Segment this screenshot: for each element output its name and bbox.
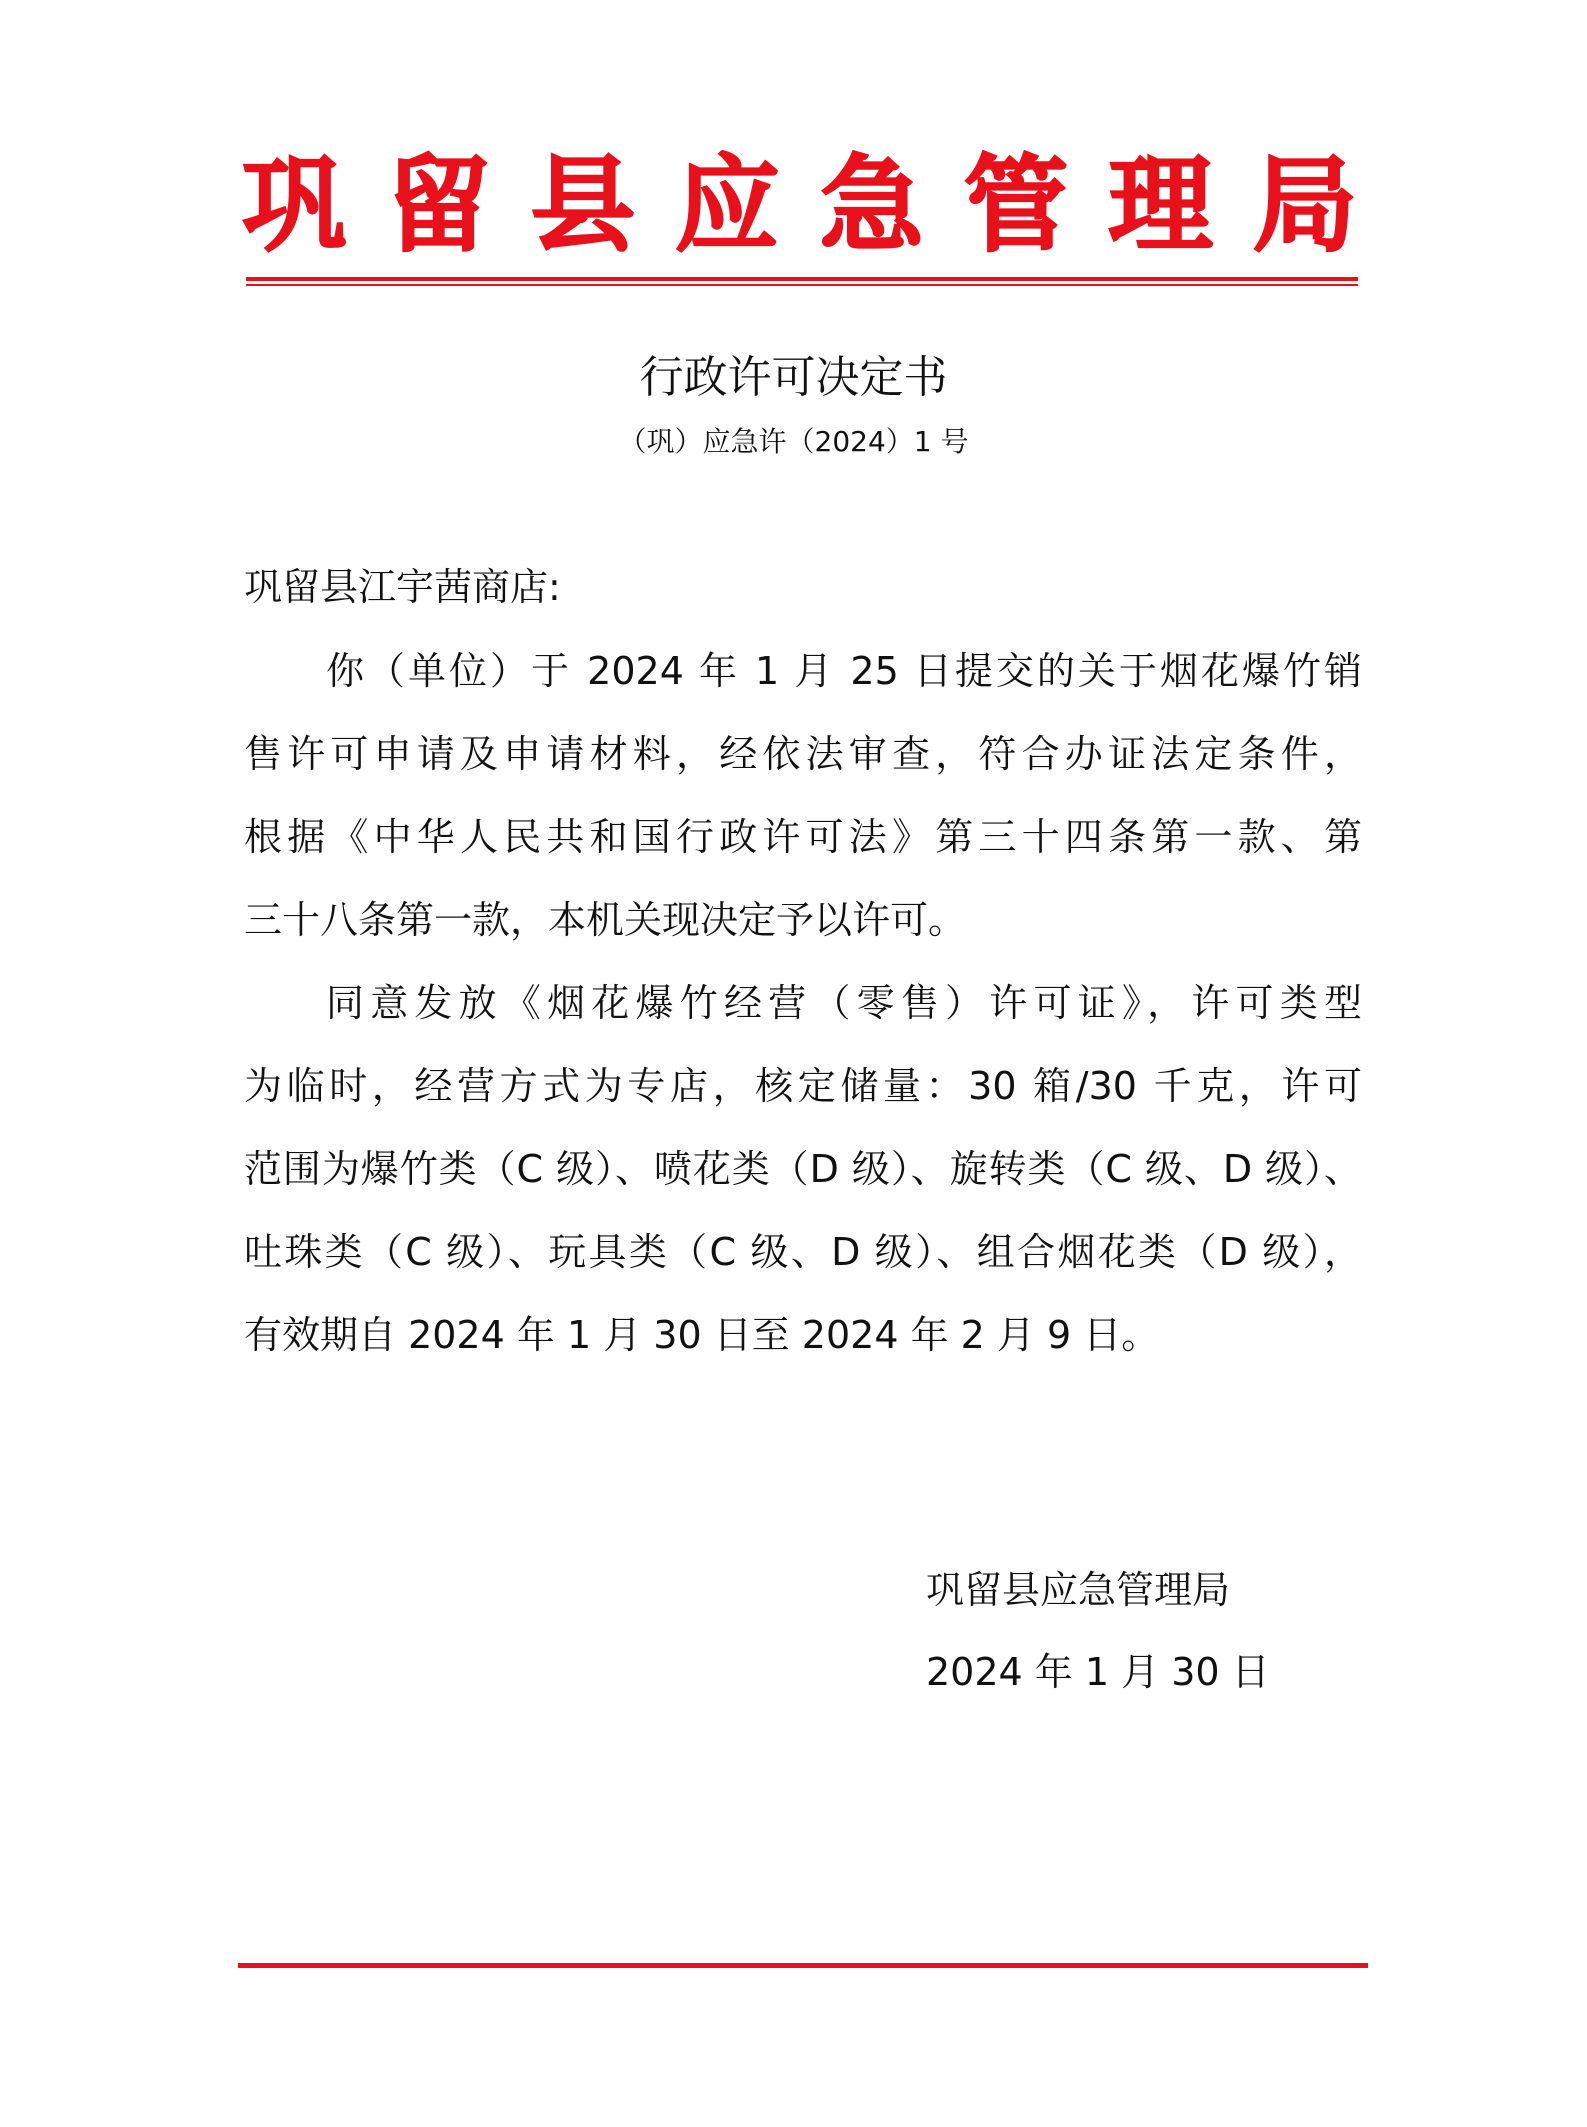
paragraph-license-details: [244, 962, 1362, 1377]
signature-organization: 巩留县应急管理局: [926, 1568, 1231, 1612]
addressee: 巩留县江宇茜商店:: [244, 565, 561, 609]
header-char: 留: [386, 143, 491, 266]
paragraph-line: 有效期自 2024 年 1 月 30 日至 2024 年 2 月 9 日。: [244, 1313, 1160, 1357]
paragraph-line: 吐珠类（C 级）、玩具类（C 级、D 级）、组合烟花类（D 级），: [244, 1230, 1362, 1274]
header-char: 应: [675, 143, 780, 266]
header-char: 急: [819, 143, 924, 266]
paragraph-line: 售许可申请及申请材料，经依法审查，符合办证法定条件，: [244, 732, 1362, 776]
issuing-authority-header: [242, 143, 1357, 266]
header-char: 局: [1252, 143, 1357, 266]
header-char: 管: [964, 143, 1069, 266]
paragraph-line: 为临时，经营方式为专店，核定储量：30 箱/30 千克，许可: [244, 1064, 1362, 1108]
header-char: 县: [530, 143, 635, 266]
paragraph-line: 同意发放《烟花爆竹经营（零售）许可证》，许可类型: [326, 981, 1362, 1025]
paragraph-line: 根据《中华人民共和国行政许可法》第三十四条第一款、第: [244, 815, 1362, 859]
header-divider-thick: [246, 277, 1358, 281]
paragraph-line: 范围为爆竹类（C 级）、喷花类（D 级）、旋转类（C 级、D 级）、: [244, 1147, 1362, 1191]
document-number: （巩）应急许（2024）1 号: [618, 425, 969, 458]
header-divider-thin: [246, 284, 1358, 286]
paragraph-line: 你（单位）于 2024 年 1 月 25 日提交的关于烟花爆竹销: [326, 649, 1362, 693]
paragraph-line: 三十八条第一款，本机关现决定予以许可。: [244, 898, 967, 942]
footer-divider: [238, 1963, 1368, 1968]
paragraph-decision: [244, 630, 1362, 962]
signature-date: 2024 年 1 月 30 日: [926, 1650, 1270, 1694]
header-char: 巩: [242, 143, 347, 266]
header-char: 理: [1108, 143, 1213, 266]
document-title: 行政许可决定书: [639, 352, 948, 403]
